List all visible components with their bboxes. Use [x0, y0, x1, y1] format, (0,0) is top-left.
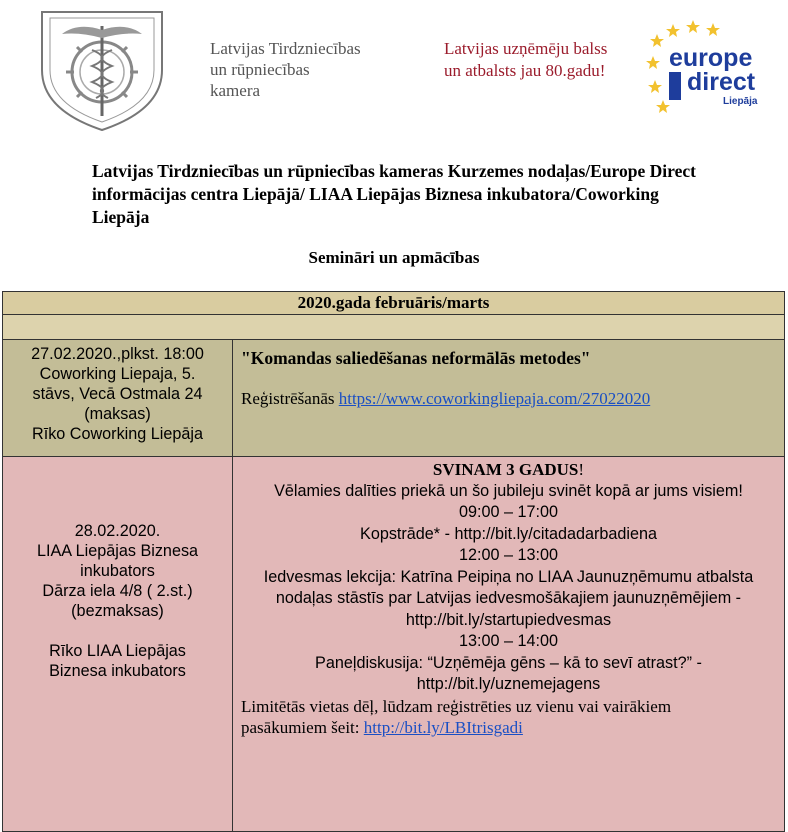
- event-info-line: (maksas): [84, 405, 151, 423]
- event-detail-line: Iedvesmas lekcija: Katrīna Peipiņa no LIAA Jaunuzņēmumu atbalsta: [263, 567, 754, 586]
- organization-title-line: informācijas centra Liepājā/ LIAA Liepājas Biznesa inkubatora/Coworking: [92, 184, 659, 204]
- event-info-line: Coworking Liepaja, 5.: [39, 365, 196, 383]
- registration-link[interactable]: https://www.coworkingliepaja.com/27022020: [338, 389, 651, 408]
- limit-line: Limitētās vietas dēļ, lūdzam reģistrēties uz vienu vai vairākiem: [241, 696, 672, 716]
- chamber-name-line: un rūpniecības: [210, 60, 310, 79]
- chamber-name-line: kamera: [210, 81, 261, 100]
- blank-row: [3, 315, 785, 340]
- event-detail-line: nodaļas stāstīs par Latvijas iedvesmošākajiem jaunuzņēmējiem -: [275, 589, 742, 607]
- event-info-line: (bezmaksas): [71, 602, 164, 620]
- event-row: [3, 340, 785, 457]
- blank-cell: [3, 315, 785, 340]
- event-detail-line: 12:00 – 13:00: [458, 546, 558, 564]
- europe-direct-city: Liepāja: [723, 96, 758, 107]
- event-details-cell: [233, 340, 785, 457]
- event-info-line: Biznesa inkubators: [49, 662, 186, 680]
- section-title: Semināri un apmācības: [308, 248, 480, 267]
- chamber-emblem-logo: [22, 6, 182, 134]
- slogan: [444, 38, 607, 82]
- celebrate-heading: [233, 459, 784, 481]
- event-detail-line: 13:00 – 14:00: [458, 632, 558, 650]
- chamber-name: [210, 38, 361, 101]
- event-detail-line: http://bit.ly/startupiedvesmas: [405, 610, 612, 629]
- event-info-line: 27.02.2020.,plkst. 18:00: [31, 345, 204, 363]
- registration-label: Reģistrēšanās: [241, 389, 335, 408]
- event-detail-line: http://bit.ly/uznemejagens: [416, 675, 601, 693]
- europe-word: europe: [669, 44, 753, 72]
- direct-word: direct: [687, 68, 756, 96]
- event-title: "Komandas saliedēšanas neformālās metodes": [241, 348, 591, 368]
- event-details-cell: [233, 457, 785, 832]
- celebrate-mark: !: [578, 460, 585, 479]
- events-table: [2, 291, 785, 832]
- organization-title: [92, 160, 772, 229]
- organization-title-line: Liepāja: [92, 207, 150, 227]
- registration-line: [241, 389, 784, 409]
- slogan-line: Latvijas uzņēmēju balss: [444, 39, 608, 58]
- limit-line: [233, 717, 784, 739]
- event-info-line: Rīko LIAA Liepājas: [49, 642, 186, 660]
- event-info-cell: [3, 340, 233, 457]
- chamber-name-line: Latvijas Tirdzniecības: [210, 39, 361, 58]
- event-detail-line: Vēlamies dalīties priekā un šo jubileju svinēt kopā ar jums visiem!: [274, 481, 743, 500]
- slogan-line: un atbalsts jau 80.gadu!: [444, 61, 606, 80]
- event-detail-line: 09:00 – 17:00: [458, 503, 558, 521]
- event-info-line: Dārza iela 4/8 ( 2.st.): [42, 582, 193, 600]
- event-info-line: Rīko Coworking Liepāja: [32, 425, 203, 443]
- celebrate-bold: SVINAM 3 GADUS: [432, 460, 579, 479]
- event-detail-line: Kopstrāde* - http://bit.ly/citadadarbadiena: [360, 524, 657, 543]
- period-header-row: [3, 292, 785, 315]
- event-row: [3, 457, 785, 832]
- event-info-line: stāvs, Vecā Ostmala 24: [32, 385, 203, 403]
- event-info-spacer: [3, 621, 232, 641]
- limit-prefix: pasākumiem šeit:: [241, 718, 364, 737]
- event-info-cell: [3, 457, 233, 832]
- event-info-line: LIAA Liepājas Biznesa: [36, 542, 199, 560]
- event-detail-line: Paneļdiskusija: “Uzņēmēja gēns – kā to sevī atrast?” -: [315, 653, 702, 672]
- registration-link[interactable]: http://bit.ly/LBItrisgadi: [363, 718, 523, 737]
- event-info-line: inkubators: [80, 562, 155, 580]
- period-header: 2020.gada februāris/marts: [3, 292, 785, 315]
- europe-direct-logo: [645, 18, 775, 118]
- organization-title-line: Latvijas Tirdzniecības un rūpniecības kameras Kurzemes nodaļas/Europe Direct: [92, 161, 696, 181]
- event-info-line: 28.02.2020.: [74, 522, 161, 540]
